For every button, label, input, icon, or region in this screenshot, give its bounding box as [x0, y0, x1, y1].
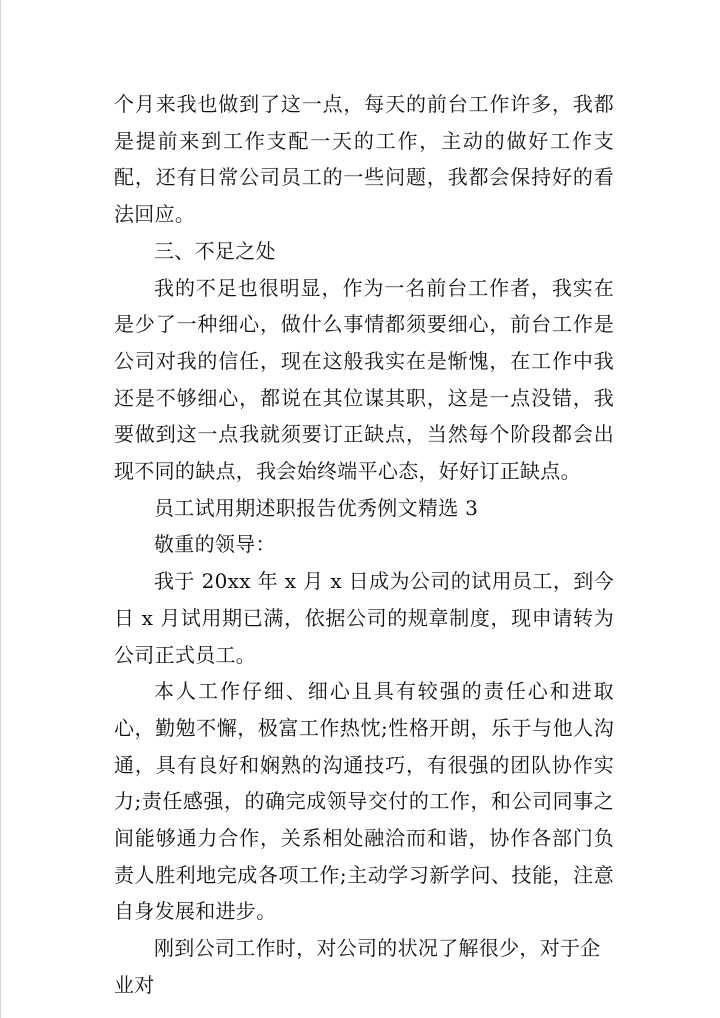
report-title: 员工试用期述职报告优秀例文精选 3	[154, 495, 479, 520]
section-heading-shortcomings: 三、不足之处	[154, 238, 276, 263]
salutation: 敬重的领导：	[154, 532, 276, 557]
paragraph-self-assessment: 本人工作仔细、细心且具有较强的责任心和进取心，勤勉不懈，极富工作热忱;性格开朗，乐于与他人沟通，具有良好和娴熟的沟通技巧，有很强的团队协作实力;责任感强，的确完成领导交付的工作，和公司同事之间能够通力合作，关系相处融洽而和谐，协作各部门负责人胜利地完成各项工作;主动学习新学问、技能，注意自身发展和进步。	[114, 679, 614, 924]
document-body	[114, 86, 614, 1004]
paragraph-shortcomings: 我的不足也很明显，作为一名前台工作者，我实在是少了一种细心，做什么事情都须要细心，前台工作是公司对我的信任，现在这般我实在是惭愧，在工作中我还是不够细心，都说在其位谋其职，这是一点没错，我要做到这一点我就须要订正缺点，当然每个阶段都会出现不同的缺点，我会始终端平心态，好好订正缺点。	[114, 275, 614, 484]
paragraph-continuation: 个月来我也做到了这一点，每天的前台工作许多，我都是提前来到工作支配一天的工作，主动的做好工作支配，还有日常公司员工的一些问题，我都会保持好的看法回应。	[114, 92, 614, 227]
paragraph-application: 我于 20xx 年 x 月 x 日成为公司的试用员工，到今日 x 月试用期已满，依据公司的规章制度，现申请转为公司正式员工。	[114, 569, 614, 667]
paragraph-beginning: 刚到公司工作时，对公司的状况了解很少，对于企业对	[114, 936, 601, 997]
